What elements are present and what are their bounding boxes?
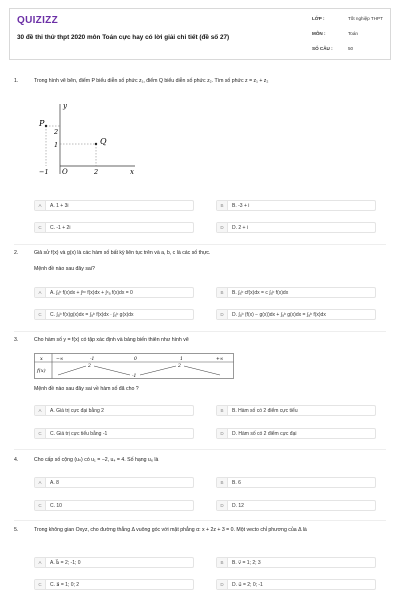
answer-option-d[interactable] bbox=[216, 579, 376, 590]
answer-option-b[interactable] bbox=[216, 287, 376, 298]
option-letter: A bbox=[35, 288, 46, 297]
option-text: A. b⃗ = 2; -1; 0 bbox=[50, 560, 81, 566]
question-divider bbox=[14, 244, 386, 245]
question-text: Giả sử f(x) và g(x) là các hàm số bất kỳ liên tục trên và a, b, c là các số thực. bbox=[34, 250, 211, 256]
table-f-value: 2 bbox=[178, 364, 181, 369]
tick-y-2: 2 bbox=[54, 128, 59, 136]
x-axis-label: x bbox=[130, 168, 134, 176]
subject-value: Toán bbox=[348, 31, 358, 36]
class-label: LỚP : bbox=[312, 16, 325, 21]
option-text: A. 8 bbox=[50, 480, 59, 486]
option-letter: B bbox=[217, 406, 228, 415]
option-letter: A bbox=[35, 558, 46, 567]
answer-option-c[interactable] bbox=[34, 500, 194, 511]
answer-option-a[interactable] bbox=[34, 557, 194, 568]
answer-option-a[interactable] bbox=[34, 405, 194, 416]
table-x-value: 0 bbox=[134, 357, 137, 362]
option-text: C. 10 bbox=[50, 503, 62, 509]
class-value: Tốt nghiệp THPT bbox=[348, 16, 383, 21]
answer-option-a[interactable] bbox=[34, 287, 194, 298]
question-subtext: Mệnh đề nào sau đây sai? bbox=[34, 266, 95, 272]
option-text: D. ∫ₐᵇ (f(x) − g(x))dx + ∫ₐᵇ g(x)dx = ∫ₐᵇ f(x)dx bbox=[232, 312, 326, 318]
answer-option-b[interactable] bbox=[216, 557, 376, 568]
origin-label: O bbox=[62, 168, 68, 176]
option-text: C. a⃗ = 1; 0; 2 bbox=[50, 582, 80, 588]
question-number: 2. bbox=[14, 250, 19, 256]
table-x-value: -1 bbox=[90, 357, 95, 362]
table-f-value: -1 bbox=[132, 374, 137, 379]
option-letter: D bbox=[217, 501, 228, 510]
option-text: A. ∫ₐᵇ f(x)dx + ∫ᵇᶜ f(x)dx + ∫ᶜₐ f(x)dx = 0 bbox=[50, 290, 133, 296]
option-text: B. -3 + i bbox=[232, 203, 250, 209]
answer-option-d[interactable] bbox=[216, 500, 376, 511]
table-x-value: −∞ bbox=[56, 357, 64, 362]
answer-option-c[interactable] bbox=[34, 579, 194, 590]
option-letter: C bbox=[35, 580, 46, 589]
option-text: A. Giá trị cực đại bằng 2 bbox=[50, 408, 104, 414]
answer-option-d[interactable] bbox=[216, 428, 376, 439]
answer-option-c[interactable] bbox=[34, 222, 194, 233]
question-text: Trong không gian Oxyz, cho đường thẳng Δ vuông góc với mặt phẳng α: x + 2z + 3 = 0. Một vecto chỉ phương của Δ là bbox=[34, 527, 307, 533]
option-letter: C bbox=[35, 429, 46, 438]
option-letter: B bbox=[217, 201, 228, 210]
table-fx-label: f(x) bbox=[37, 368, 46, 374]
question-subtext: Mệnh đề nào sau đây sai về hàm số đã cho ? bbox=[34, 386, 139, 392]
option-text: C. -1 + 2i bbox=[50, 225, 71, 231]
answer-option-b[interactable] bbox=[216, 477, 376, 488]
question-number: 5. bbox=[14, 527, 19, 533]
option-text: C. Giá trị cực tiểu bằng -1 bbox=[50, 431, 108, 437]
option-text: B. ∫ₐᵇ cf(x)dx = c ∫ₐᵇ f(x)dx bbox=[232, 290, 289, 296]
option-text: D. u⃗ = 2; 0; -1 bbox=[232, 582, 263, 588]
question-count-value: 50 bbox=[348, 46, 354, 51]
option-letter: D bbox=[217, 310, 228, 319]
answer-option-d[interactable] bbox=[216, 309, 376, 320]
tick-x-minus-1: −1 bbox=[39, 168, 49, 176]
option-letter: A bbox=[35, 478, 46, 487]
table-x-value: +∞ bbox=[216, 357, 224, 362]
option-letter: D bbox=[217, 429, 228, 438]
question-number: 1. bbox=[14, 78, 19, 84]
table-f-value: 2 bbox=[88, 364, 91, 369]
answer-option-a[interactable] bbox=[34, 200, 194, 211]
question-text: Trong hình vẽ bên, điểm P biểu diễn số phức z₁, điểm Q biểu diễn số phức z₂. Tìm số phức z = z₁ + z₂ bbox=[34, 78, 269, 84]
tick-x-2: 2 bbox=[94, 168, 99, 176]
answer-option-a[interactable] bbox=[34, 477, 194, 488]
point-q-label: Q bbox=[100, 137, 107, 146]
option-letter: B bbox=[217, 288, 228, 297]
question-divider bbox=[14, 520, 386, 521]
option-letter: A bbox=[35, 406, 46, 415]
quizizz-logo: QUIZIZZ bbox=[17, 15, 58, 26]
answer-option-b[interactable] bbox=[216, 200, 376, 211]
answer-option-c[interactable] bbox=[34, 309, 194, 320]
answer-option-b[interactable] bbox=[216, 405, 376, 416]
option-text: B. Hàm số có 2 điểm cực tiểu bbox=[232, 408, 298, 414]
worksheet-header bbox=[9, 8, 391, 60]
question-divider bbox=[14, 449, 386, 450]
question-number: 3. bbox=[14, 337, 19, 343]
option-text: C. ∫ₐᵇ f(x)g(x)dx = ∫ₐᵇ f(x)dx · ∫ₐᵇ g(x)dx bbox=[50, 312, 134, 318]
question-text: Cho cấp số cộng (uₙ) có u₁ = −2, u₄ = 4. Số hạng u₆ là bbox=[34, 457, 159, 463]
option-text: A. 1 + 3i bbox=[50, 203, 69, 209]
question-text: Cho hàm số y = f(x) có tập xác định và bảng biến thiên như hình vẽ bbox=[34, 337, 189, 343]
tick-y-1: 1 bbox=[54, 141, 59, 149]
variation-table bbox=[34, 353, 234, 379]
question-number: 4. bbox=[14, 457, 19, 463]
option-letter: A bbox=[35, 201, 46, 210]
option-letter: C bbox=[35, 501, 46, 510]
option-letter: B bbox=[217, 478, 228, 487]
y-axis-label: y bbox=[63, 102, 67, 110]
question-divider bbox=[14, 331, 386, 332]
option-text: D. Hàm số có 2 điểm cực đại bbox=[232, 431, 297, 437]
subject-label: MÔN : bbox=[312, 31, 326, 36]
answer-option-c[interactable] bbox=[34, 428, 194, 439]
option-text: B. 6 bbox=[232, 480, 241, 486]
option-letter: C bbox=[35, 310, 46, 319]
question-count-label: SỐ CÂU : bbox=[312, 46, 333, 51]
point-p-label: P bbox=[39, 119, 45, 128]
option-text: B. v⃗ = 1; 2; 3 bbox=[232, 560, 261, 566]
option-letter: D bbox=[217, 223, 228, 232]
option-letter: D bbox=[217, 580, 228, 589]
worksheet-title: 30 đề thi thử thpt 2020 môn Toán cực hay có lời giải chi tiết (đề số 27) bbox=[17, 34, 230, 41]
answer-option-d[interactable] bbox=[216, 222, 376, 233]
option-text: D. 2 + i bbox=[232, 225, 248, 231]
option-text: D. 12 bbox=[232, 503, 244, 509]
table-x-label: x bbox=[40, 356, 43, 362]
option-letter: C bbox=[35, 223, 46, 232]
option-letter: B bbox=[217, 558, 228, 567]
complex-plane-figure bbox=[30, 96, 140, 176]
table-x-value: 1 bbox=[180, 357, 183, 362]
